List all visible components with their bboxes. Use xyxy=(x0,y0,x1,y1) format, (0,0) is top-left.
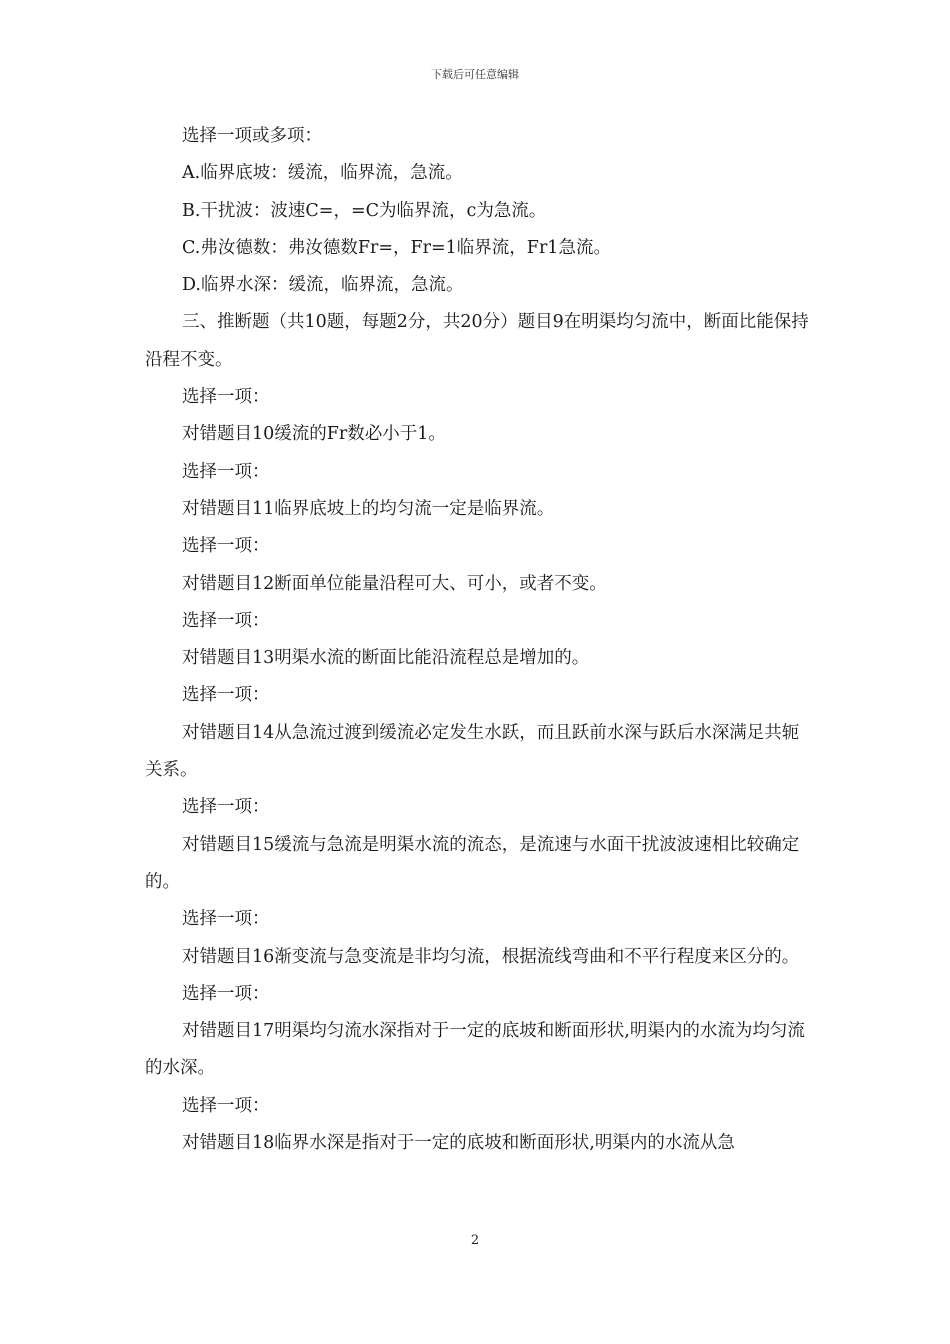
document-body xyxy=(145,118,810,1162)
question-12: 对错题目12断面单位能量沿程可大、可小，或者不变。 xyxy=(182,573,607,594)
choose-one-label: 选择一项： xyxy=(182,685,270,706)
paragraph: 选择一项或多项： xyxy=(182,126,322,146)
question-18: 对错题目18临界水深是指对于一定的底坡和断面形状,明渠内的水流从急 xyxy=(182,1133,735,1154)
choose-one-label: 选择一项： xyxy=(182,909,270,930)
page-header: 下载后可任意编辑 xyxy=(431,68,519,81)
choose-one-label: 选择一项： xyxy=(182,983,270,1004)
question-13: 对错题目13明渠水流的断面比能沿流程总是增加的。 xyxy=(182,648,590,669)
choose-one-label: 选择一项： xyxy=(182,1095,270,1116)
question-10: 对错题目10缓流的Fr数必小于1。 xyxy=(182,424,446,445)
question-17: 对错题目17明渠均匀流水深指对于一定的底坡和断面形状,明渠内的水流为均匀流的水深。 xyxy=(145,1021,805,1079)
choose-one-label: 选择一项： xyxy=(182,610,270,631)
choose-one-label: 选择一项： xyxy=(182,387,270,408)
choose-one-label: 选择一项： xyxy=(182,797,270,818)
page-number: 2 xyxy=(470,1233,480,1248)
question-16: 对错题目16渐变流与急变流是非均匀流，根据流线弯曲和不平行程度来区分的。 xyxy=(182,946,800,967)
section-heading-question-9: 三、推断题（共10题，每题2分，共20分）题目9在明渠均匀流中，断面比能保持沿程不变。 xyxy=(145,312,809,370)
choose-one-label: 选择一项： xyxy=(182,461,270,482)
choose-one-label: 选择一项： xyxy=(182,536,270,557)
option-b: B.干扰波：波速C=，=C为临界流，c为急流。 xyxy=(182,200,547,221)
option-a: A.临界底坡：缓流，临界流，急流。 xyxy=(182,163,463,184)
question-15: 对错题目15缓流与急流是明渠水流的流态，是流速与水面干扰波波速相比较确定的。 xyxy=(145,834,800,892)
question-11: 对错题目11临界底坡上的均匀流一定是临界流。 xyxy=(182,498,555,519)
option-c: C.弗汝德数：弗汝德数Fr=，Fr=1临界流，Fr1急流。 xyxy=(182,237,611,258)
question-14: 对错题目14从急流过渡到缓流必定发生水跃，而且跃前水深与跃后水深满足共轭关系。 xyxy=(145,722,800,781)
option-d: D.临界水深：缓流，临界流，急流。 xyxy=(182,275,464,296)
